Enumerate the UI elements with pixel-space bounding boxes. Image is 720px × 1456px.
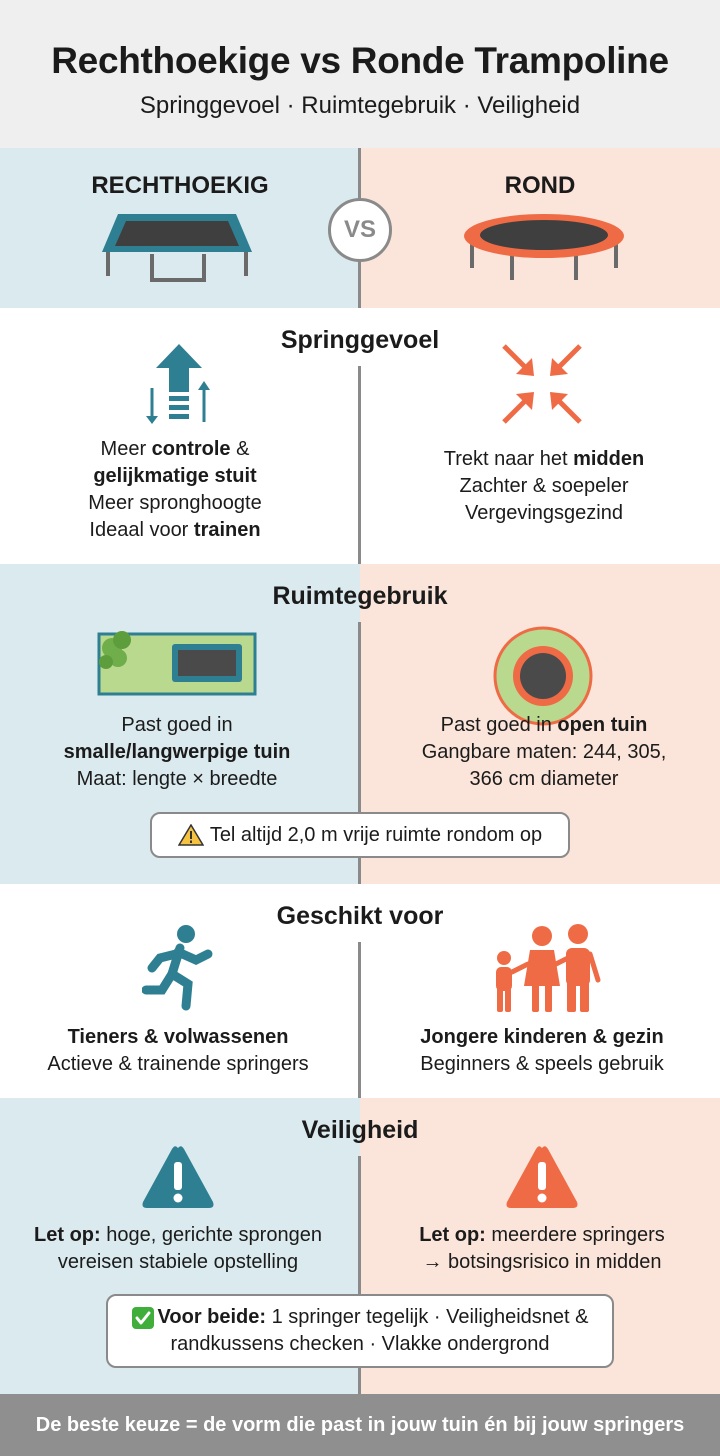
- safety-note-both: Voor beide: 1 springer tegelijk · Veiligheidsnet & randkussens checken · Vlakke ondergrond: [106, 1294, 614, 1368]
- vs-badge: VS: [328, 198, 392, 262]
- veiligheid-left-text: Let op: hoge, gerichte sprongen vereisen stabiele opstelling: [34, 1224, 322, 1273]
- page-subtitle: Springgevoel · Ruimtegebruik · Veiligheid: [139, 92, 581, 119]
- left-column-title: RECHTHOEKIG: [91, 172, 269, 199]
- section-springgevoel: [0, 308, 720, 564]
- page-title: Rechthoekige vs Ronde Trampoline: [51, 40, 669, 81]
- veiligheid-right-text: Let op: meerdere springers → botsingsrisico in midden: [419, 1224, 665, 1273]
- round-trampoline-icon: [462, 210, 626, 282]
- section-geschikt-voor: [0, 884, 720, 1098]
- section-veiligheid: [0, 1098, 720, 1394]
- free-space-note: Tel altijd 2,0 m vrije ruimte rondom op: [150, 812, 570, 858]
- rectangular-trampoline-icon: [96, 210, 258, 284]
- header: [0, 0, 720, 148]
- narrow-garden-icon: [96, 626, 258, 698]
- right-column-title: ROND: [504, 172, 576, 199]
- warning-triangle-orange-icon: [504, 1144, 580, 1210]
- geschikt-left-text: Tieners & volwassenen Actieve & trainende springers: [47, 1026, 309, 1075]
- section-title-veiligheid: Veiligheid: [301, 1116, 419, 1144]
- section-title-springgevoel: Springgevoel: [0, 326, 720, 355]
- family-icon: [486, 924, 602, 1014]
- runner-icon: [142, 924, 216, 1012]
- ruimtegebruik-right-text: Past goed in open tuin Gangbare maten: 244, 305, 366 cm diameter: [421, 714, 667, 790]
- footer-conclusion: De beste keuze = de vorm die past in jouw tuin én bij jouw springers: [0, 1394, 720, 1456]
- geschikt-right-text: Jongere kinderen & gezin Beginners & speels gebruik: [420, 1026, 664, 1075]
- ruimtegebruik-left-text: Past goed in smalle/langwerpige tuin Maat: lengte × breedte: [63, 714, 291, 790]
- bounce-arrows-icon: [146, 344, 212, 428]
- open-garden-round-icon: [492, 626, 594, 726]
- check-mark-icon: [132, 1307, 154, 1329]
- springgevoel-right-text: Trekt naar het midden Zachter & soepeler Vergevingsgezind: [443, 448, 645, 524]
- section-title-ruimtegebruik: Ruimtegebruik: [272, 582, 448, 610]
- section-title-geschikt-voor: Geschikt voor: [0, 902, 720, 931]
- section-ruimtegebruik: [0, 564, 720, 884]
- springgevoel-left-text: Meer controle & gelijkmatige stuit Meer spronghoogte Ideaal voor trainen: [88, 438, 262, 541]
- warning-icon: [178, 824, 204, 846]
- warning-triangle-blue-icon: [140, 1144, 216, 1210]
